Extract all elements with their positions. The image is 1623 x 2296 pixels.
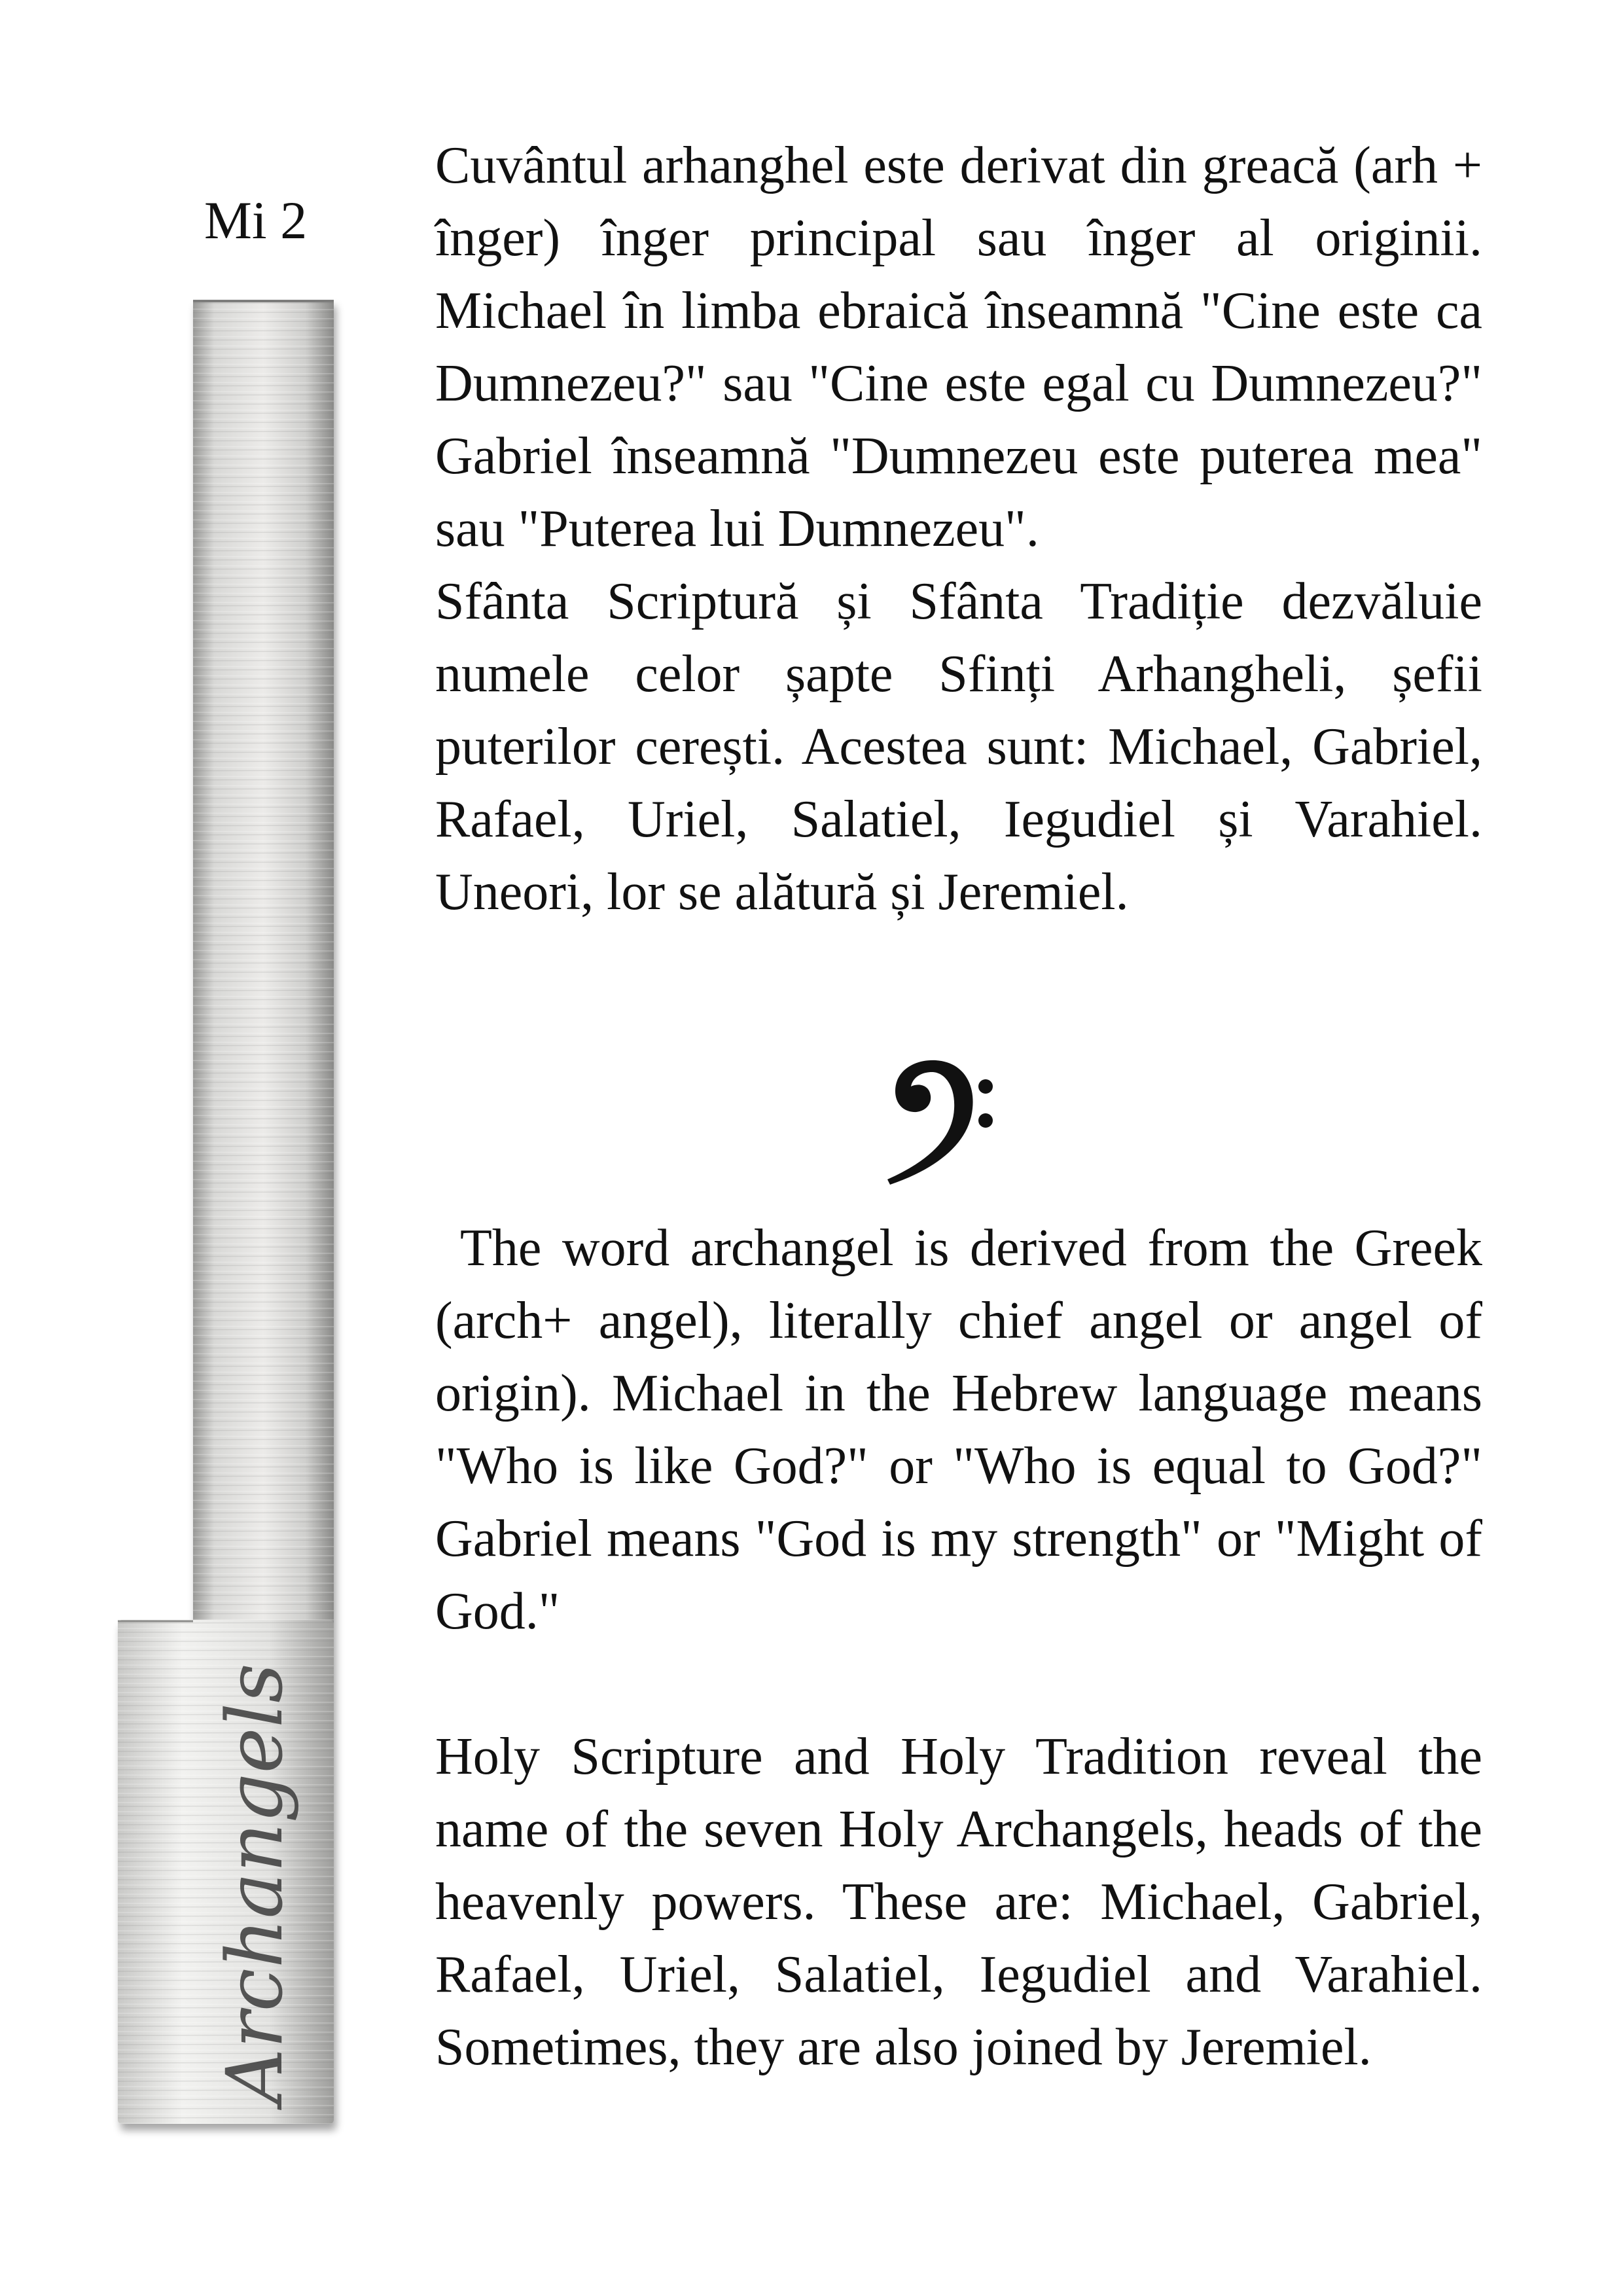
engraving-text: Archangels <box>209 1663 300 2104</box>
romanian-text <box>435 130 1482 929</box>
bass-clef-icon <box>876 1055 993 1189</box>
product-code: Mi 2 <box>204 190 308 250</box>
ro-paragraph-2: Sfânta Scriptură și Sfânta Tradiție dezvăluie numele celor șapte Sfinți Arhangheli, șefii puterilor cerești. Acestea sunt: Michael, Gabriel, Rafael, Uriel, Salatiel, Iegudiel și Varahiel. Uneori, lor se alătură și Jeremiel. <box>435 573 1482 921</box>
en-paragraph-1: The word archangel is derived from the Greek (arch+ angel), literally chief angel or angel of origin). Michael in the Hebrew language means "Who is like God?" or "Who is equal to God?" Gabriel means "God is my strength" or "Might of God." <box>435 1219 1482 1640</box>
tuning-bar-image <box>105 298 353 2170</box>
paragraph-spacer <box>435 1648 1482 1721</box>
en-paragraph-2: Holy Scripture and Holy Tradition reveal the name of the seven Holy Archangels, heads of the heavenly powers. These are: Michael, Gabriel, Rafael, Uriel, Salatiel, Iegudiel and Varahiel. Sometimes, they are also joined by Jeremiel. <box>435 1728 1482 2076</box>
english-text <box>435 1212 1482 2084</box>
ro-paragraph-1: Cuvântul arhanghel este derivat din greacă (arh + înger) înger principal sau înger al originii. Michael în limba ebraică înseamnă "Cine este ca Dumnezeu?" sau "Cine este egal cu Dumnezeu?" Gabriel înseamnă "Dumnezeu este puterea mea" sau "Puterea lui Dumnezeu". <box>435 137 1482 558</box>
